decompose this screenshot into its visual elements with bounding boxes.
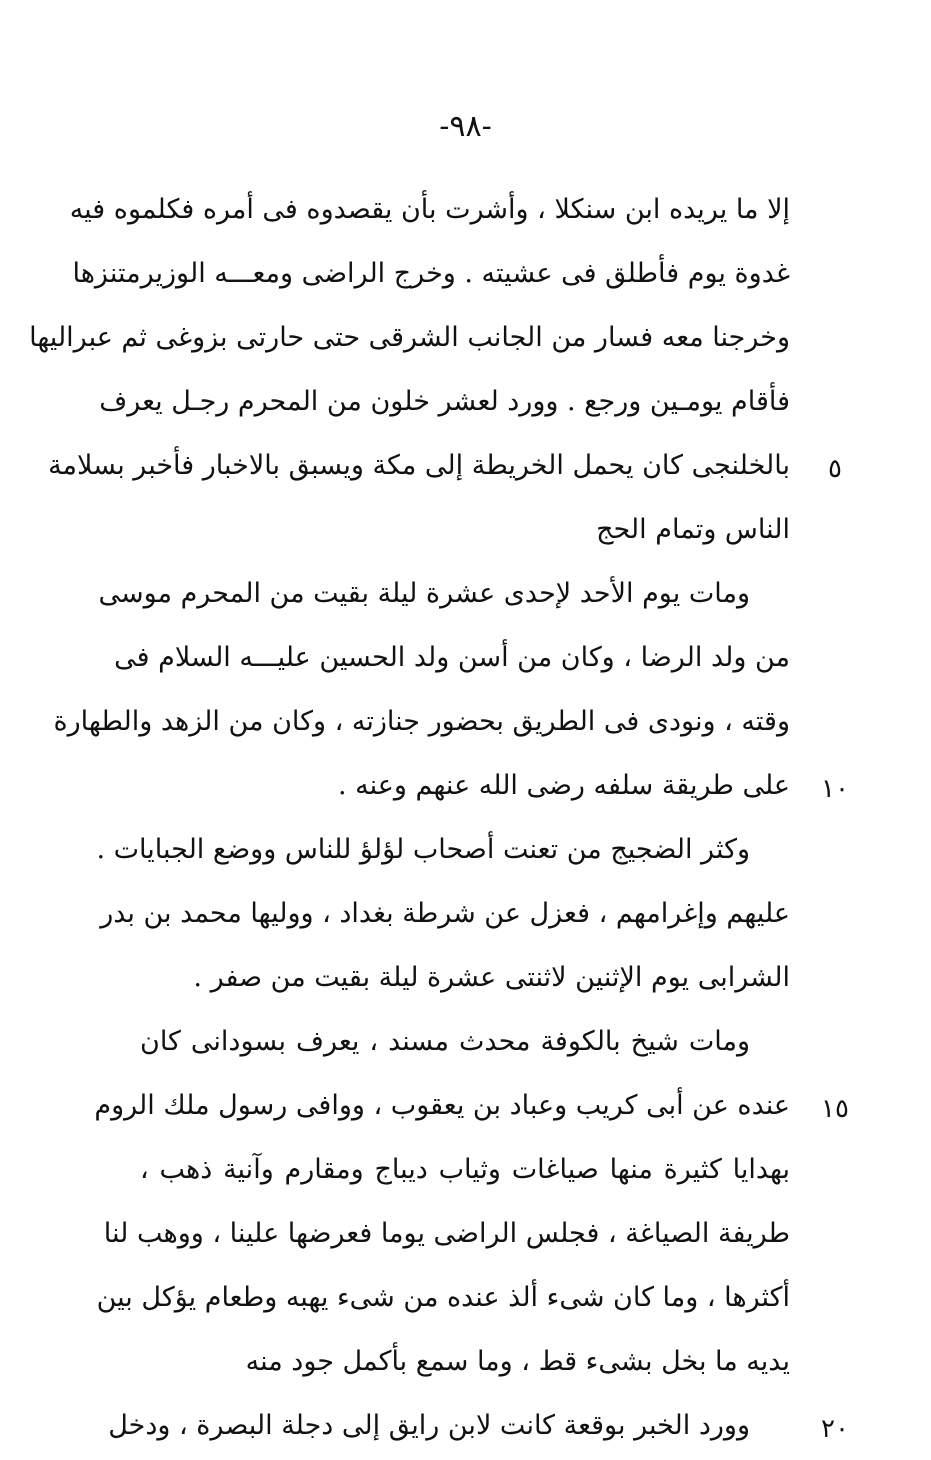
text-line: الناس وتمام الحج (596, 514, 790, 545)
text-line: عليهم وإغرامهم ، فعزل عن شرطة بغداد ، ووليها محمد بن بدر (100, 898, 790, 929)
text-line: وكثر الضجيج من تعنت أصحاب لؤلؤ للناس ووضع الجبايات . (96, 834, 750, 865)
body-text (29, 180, 790, 1460)
text-line: إلا ما يريده ابن سنكلا ، وأشرت بأن يقصدوه فى أمره فكلموه فيه (69, 194, 790, 225)
page-number: -٩٨- (439, 109, 492, 144)
line-number-marker: ٥ (828, 454, 842, 484)
text-line: بالخلنجى كان يحمل الخريطة إلى مكة ويسبق بالاخبار فأخبر بسلامة (48, 450, 790, 481)
text-line: غدوة يوم فأطلق فى عشيته . وخرج الراضى ومعـــه الوزيرمتنزها (72, 258, 790, 289)
line-number-marker: ١٥ (821, 1094, 849, 1124)
text-line: أكثرها ، وما كان شىء ألذ عنده من شىء يهبه وطعام يؤكل بين (96, 1282, 790, 1313)
text-line: فأقام يومـين ورجع . وورد لعشر خلون من المحرم رجـل يعرف (99, 386, 790, 417)
text-line: عنده عن أبى كريب وعباد بن يعقوب ، ووافى رسول ملك الروم (94, 1090, 790, 1121)
text-line: وخرجنا معه فسار من الجانب الشرقى حتى حارتى بزوغى ثم عبراليها (29, 322, 790, 353)
line-number-marker: ١٠ (821, 774, 849, 804)
text-line: بهدايا كثيرة منها صياغات وثياب ديباج ومقارم وآنية ذهب ، (140, 1154, 790, 1185)
text-line: من ولد الرضا ، وكان من أسن ولد الحسين عليـــه السلام فى (114, 642, 790, 673)
text-line: ومات شيخ بالكوفة محدث مسند ، يعرف بسودانى كان (140, 1026, 750, 1057)
text-line: الشرابى يوم الإثنين لاثنتى عشرة ليلة بقيت من صفر . (193, 962, 790, 993)
text-line: وقته ، ونودى فى الطريق بحضور جنازته ، وكان من الزهد والطهارة (53, 706, 790, 737)
text-line: طريفة الصياغة ، فجلس الراضى يوما فعرضها علينا ، ووهب لنا (103, 1218, 790, 1249)
text-line: على طريقة سلفه رضى الله عنهم وعنه . (338, 770, 790, 801)
line-number-marker: ٢٠ (821, 1414, 849, 1444)
text-line: يديه ما بخل بشىء قط ، وما سمع بأكمل جود منه (245, 1346, 790, 1377)
text-line: وورد الخبر بوقعة كانت لابن رايق إلى دجلة البصرة ، ودخل (108, 1410, 750, 1441)
text-line: ومات يوم الأحد لإحدى عشرة ليلة بقيت من المحرم موسى (98, 578, 750, 609)
